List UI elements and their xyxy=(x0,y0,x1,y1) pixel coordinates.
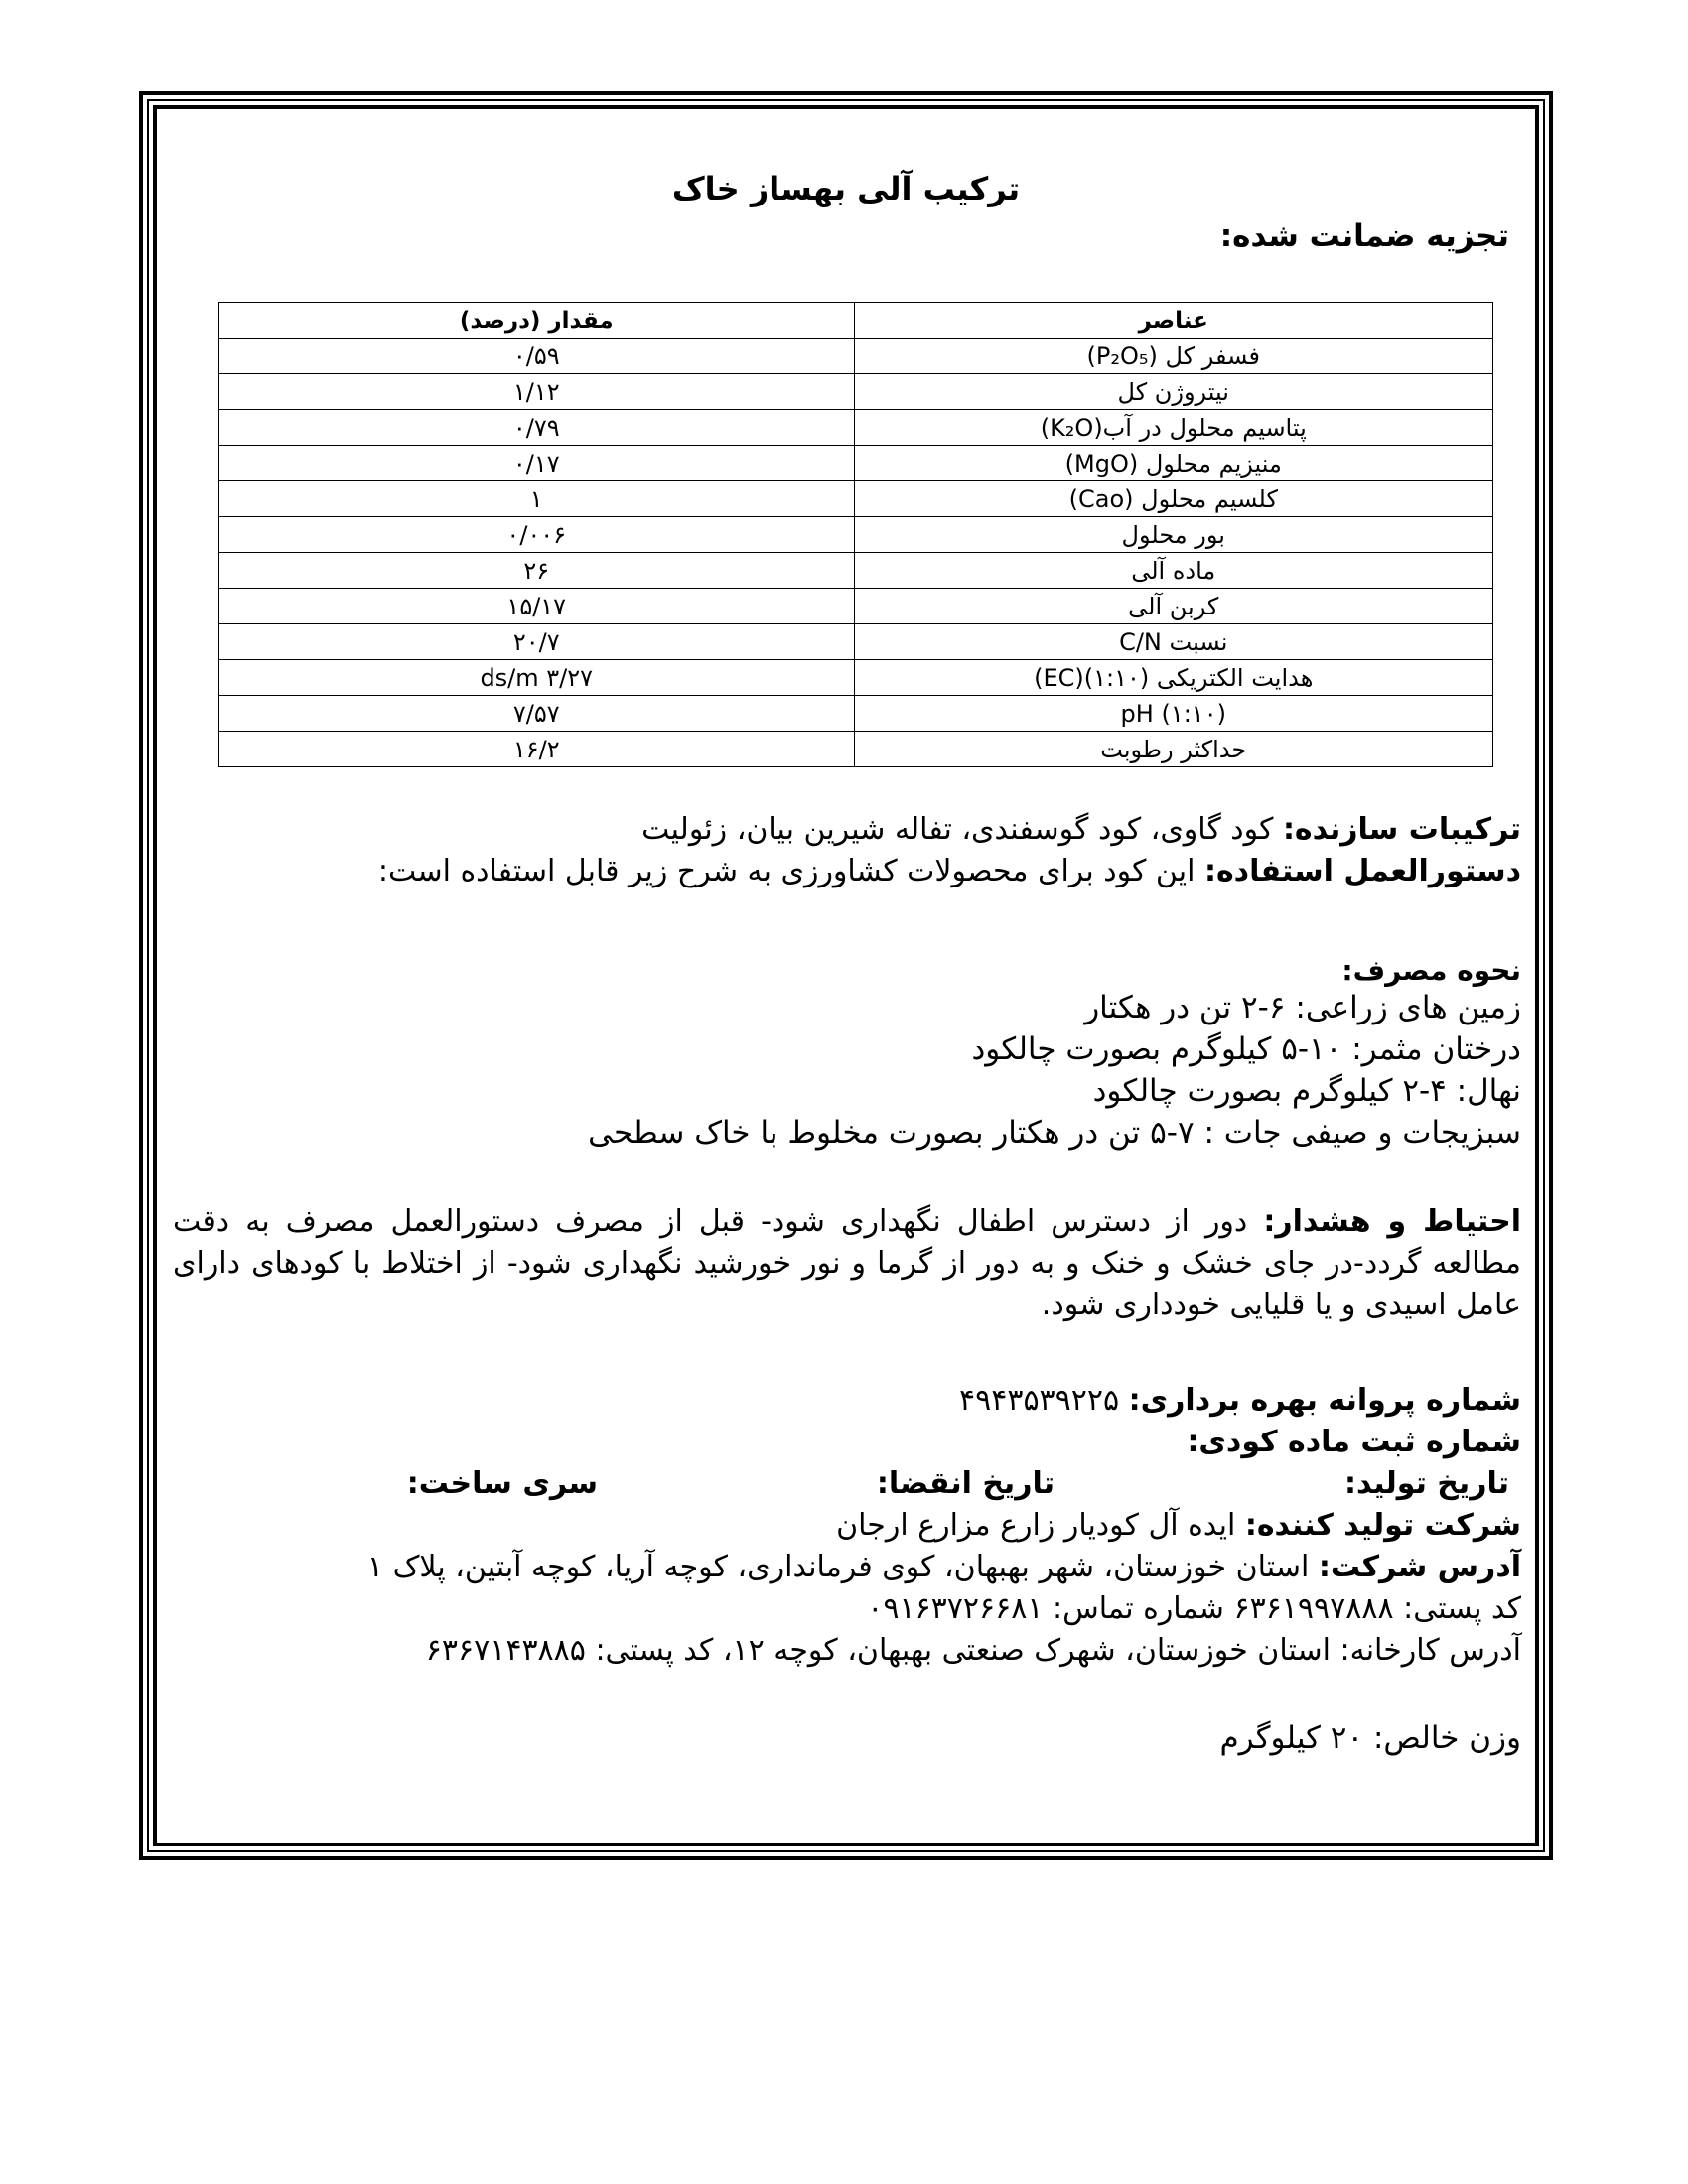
composition-label: ترکیبات سازنده: xyxy=(1282,812,1521,847)
instructions-text: این کود برای محصولات کشاورزی به شرح زیر قابل استفاده است: xyxy=(377,854,1204,888)
production-date-label: تاریخ تولید: xyxy=(1343,1466,1509,1501)
element-cell: هدایت الکتریکی (۱:۱۰)(EC) xyxy=(854,660,1493,696)
net-weight: وزن خالص: ۲۰ کیلوگرم xyxy=(1219,1720,1521,1756)
element-cell: منیزیم محلول (MgO) xyxy=(854,446,1493,481)
element-cell: pH (۱:۱۰) xyxy=(854,696,1493,732)
address-text: استان خوزستان، شهر بهبهان، کوی فرمانداری، کوچه آریا، کوچه آبتین، پلاک ۱ xyxy=(366,1550,1319,1584)
composition-line xyxy=(171,809,1521,851)
table-row xyxy=(219,589,1493,624)
table-row xyxy=(219,446,1493,481)
amount-cell: ۱ xyxy=(219,481,855,517)
element-cell: کربن آلی xyxy=(854,589,1493,624)
table-row xyxy=(219,517,1493,553)
postal-contact-line: کد پستی: ۶۳۶۱۹۹۷۸۸۸ شماره تماس: ۰۹۱۶۳۷۲۶۶۸۱ xyxy=(867,1591,1521,1626)
composition-text: کود گاوی، کود گوسفندی، تفاله شیرین بیان، زئولیت xyxy=(641,812,1283,847)
caution-text: دور از دسترس اطفال نگهداری شود- قبل از مصرف دستورالعمل مصرف به دقت مطالعه گردد-در جای خشک و خنک و به دور از گرما و نور خورشید نگهداری شود- از اختلاط با کودهای دارای عامل اسیدی و یا قلیایی خودداری شود. xyxy=(173,1204,1521,1322)
table-row xyxy=(219,696,1493,732)
amount-cell: ۲۶ xyxy=(219,553,855,589)
producer-line xyxy=(171,1505,1521,1547)
amount-cell: ۰/۵۹ xyxy=(219,339,855,374)
batch-label: سری ساخت: xyxy=(406,1466,598,1501)
license-label: شماره پروانه بهره برداری: xyxy=(1128,1383,1521,1418)
caution-paragraph xyxy=(171,1201,1521,1326)
usage-line: نهال: ۴-۲ کیلوگرم بصورت چالکود xyxy=(1092,1073,1521,1109)
license-number: ۴۹۴۳۵۳۹۲۲۵ xyxy=(958,1383,1129,1418)
usage-heading: نحوه مصرف: xyxy=(1341,954,1521,987)
table-row xyxy=(219,553,1493,589)
element-cell: پتاسیم محلول در آب(K₂O) xyxy=(854,410,1493,446)
producer-name: ایده آل کودیار زارع مزارع ارجان xyxy=(836,1508,1245,1543)
address-line xyxy=(171,1547,1521,1588)
guarantee-heading: تجزیه ضمانت شده: xyxy=(1219,218,1509,254)
amount-cell: ۳/۲۷ ds/m xyxy=(219,660,855,696)
table-row xyxy=(219,339,1493,374)
header-elements: عناصر xyxy=(854,303,1493,339)
table-row xyxy=(219,374,1493,410)
table-row xyxy=(219,481,1493,517)
table-header-row xyxy=(219,303,1493,339)
amount-cell: ۰/۷۹ xyxy=(219,410,855,446)
caution-label: احتیاط و هشدار: xyxy=(1263,1204,1522,1239)
label-content xyxy=(171,159,1521,1759)
element-cell: حداکثر رطوبت xyxy=(854,732,1493,767)
usage-line: درختان مثمر: ۱۰-۵ کیلوگرم بصورت چالکود xyxy=(971,1031,1521,1067)
usage-line: سبزیجات و صیفی جات : ۷-۵ تن در هکتار بصورت مخلوط با خاک سطحی xyxy=(588,1115,1521,1151)
instructions-label: دستورالعمل استفاده: xyxy=(1203,854,1521,888)
header-amount: مقدار (درصد) xyxy=(219,303,855,339)
address-label: آدرس شرکت: xyxy=(1318,1550,1521,1584)
table-row xyxy=(219,660,1493,696)
table-row xyxy=(219,410,1493,446)
dates-row xyxy=(171,1463,1521,1505)
element-cell: فسفر کل (P₂O₅) xyxy=(854,339,1493,374)
license-line xyxy=(171,1380,1521,1422)
amount-cell: ۰/۱۷ xyxy=(219,446,855,481)
factory-address-line: آدرس کارخانه: استان خوزستان، شهرک صنعتی بهبهان، کوچه ۱۲، کد پستی: ۶۳۶۷۱۴۳۸۸۵ xyxy=(425,1633,1521,1668)
usage-line: زمین های زراعی: ۶-۲ تن در هکتار xyxy=(1084,990,1521,1025)
amount-cell: ۱۵/۱۷ xyxy=(219,589,855,624)
element-cell: بور محلول xyxy=(854,517,1493,553)
element-cell: نیتروژن کل xyxy=(854,374,1493,410)
table-row xyxy=(219,732,1493,767)
registration-line: شماره ثبت ماده کودی: xyxy=(1187,1425,1521,1459)
expiry-date-label: تاریخ انقضا: xyxy=(876,1466,1055,1501)
element-cell: ماده آلی xyxy=(854,553,1493,589)
amount-cell: ۷/۵۷ xyxy=(219,696,855,732)
analysis-table xyxy=(218,302,1493,767)
element-cell: کلسیم محلول (Cao) xyxy=(854,481,1493,517)
amount-cell: ۱۶/۲ xyxy=(219,732,855,767)
amount-cell: ۱/۱۲ xyxy=(219,374,855,410)
instructions-line xyxy=(171,851,1521,892)
producer-label: شرکت تولید کننده: xyxy=(1244,1508,1521,1543)
amount-cell: ۲۰/۷ xyxy=(219,624,855,660)
element-cell: نسبت C/N xyxy=(854,624,1493,660)
document-title: ترکیب آلی بهساز خاک xyxy=(671,170,1021,207)
table-row xyxy=(219,624,1493,660)
amount-cell: ۰/۰۰۶ xyxy=(219,517,855,553)
